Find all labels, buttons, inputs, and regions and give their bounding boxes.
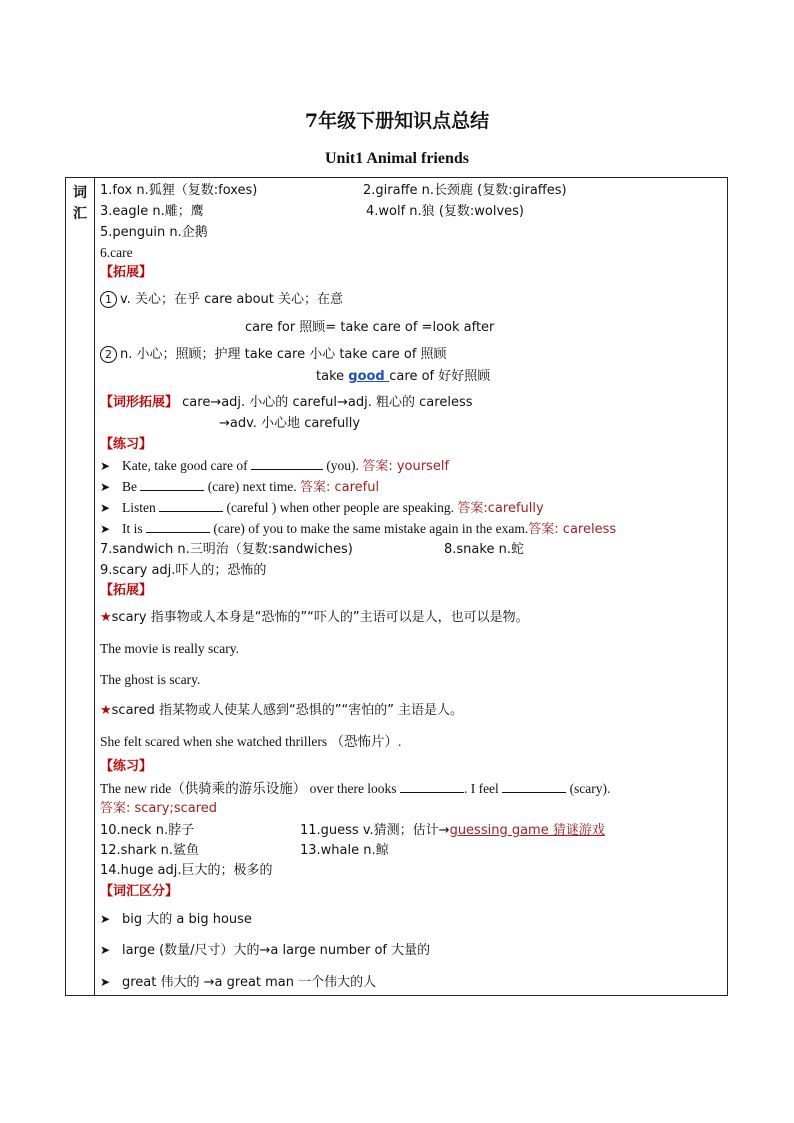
vocab-item-wolf: 4.wolf n.狼 (复数:wolves) [366,204,524,219]
label-char-2: 汇 [73,206,87,222]
vocab-item-sandwich: 7.sandwich n.三明治（复数:sandwiches) [100,542,353,557]
vocab-item-penguin: 5.penguin n.企鹅 [100,225,208,240]
vocab-item-fox: 1.fox n.狐狸（复数:foxes) [100,183,258,198]
vocab-item-snake: 8.snake n.蛇 [444,542,524,557]
vocab-item-neck: 10.neck n.脖子 [100,823,195,838]
highlight-good: good [348,369,390,384]
answer-text: 答案: yourself [362,459,450,474]
exercise-item-1: ➤ Kate, take good care of (you). 答案: yourself [100,458,450,474]
carefully-form: →adv. 小心地 carefully [219,416,361,431]
page-title: 7年级下册知识点总结 [304,110,490,132]
vocab-item-care: 6.care [100,245,133,260]
vocab-item-eagle: 3.eagle n.雕；鹰 [100,204,204,219]
answer-blank [140,478,204,491]
arrowhead-bullet-icon: ➤ [100,480,111,494]
distinction-great: ➤ great 伟大的 →a great man 一个伟大的人 [100,975,377,990]
answer-blank [400,780,464,793]
vocab-item-giraffe: 2.giraffe n.长颈鹿 (复数:giraffes) [363,183,567,198]
unit-subtitle: Unit1 Animal friends [324,150,469,167]
vocab-item-shark: 12.shark n.鲨鱼 [100,843,200,858]
vocab-item-whale: 13.whale n.鲸 [300,843,389,858]
take-good-care-phrase: take good care of 好好照顾 [316,369,491,384]
answer-text: 答案: careless [528,522,617,537]
vocab-table [65,177,728,996]
arrowhead-bullet-icon: ➤ [100,943,111,957]
scary-exercise: The new ride（供骑乘的游乐设施） over there looks . I feel (scary). [100,781,611,796]
vocab-item-huge: 14.huge adj.巨大的；极多的 [100,863,273,878]
arrowhead-bullet-icon: ➤ [100,459,111,473]
scary-usage-note: ★scary 指事物或人本身是“恐怖的”“吓人的”主语可以是人，也可以是物。 [100,610,529,625]
scary-example-2: The ghost is scary. [100,672,201,687]
guessing-game-phrase: guessing game 猜谜游戏 [449,823,605,838]
care-for-phrase: care for 照顾= take care of =look after [245,320,495,335]
arrowhead-bullet-icon: ➤ [100,501,111,515]
red-star-icon: ★ [100,703,112,718]
vocab-item-guess: 11.guess v.猜测；估计→guessing game 猜谜游戏 [300,823,605,838]
section-heading-exercise: 【练习】 [100,437,153,452]
answer-blank [159,499,223,512]
scary-exercise-answer: 答案: scary;scared [100,801,218,816]
care-meaning-verb: 1 v. 关心；在乎 care about 关心；在意 [100,291,343,309]
answer-blank [146,520,210,533]
answer-text: 答案:carefully [457,501,544,516]
answer-blank [502,780,566,793]
circled-number-2-icon: 2 [100,346,117,363]
arrowhead-bullet-icon: ➤ [100,975,111,989]
circled-number-1-icon: 1 [100,291,117,308]
section-heading-exercise: 【练习】 [100,759,153,774]
vocab-label-cell [66,178,95,995]
vocab-content [100,178,721,995]
section-heading-vocab-distinction: 【词汇区分】 [100,884,179,899]
distinction-large: ➤ large (数量/尺寸）大的→a large number of 大量的 [100,943,431,958]
care-meaning-noun: 2 n. 小心；照顾；护理 take care 小心 take care of 照顾 [100,346,447,364]
answer-text: 答案: careful [299,480,380,495]
label-char-1: 词 [73,185,87,201]
section-heading-extension: 【拓展】 [100,265,153,280]
arrowhead-bullet-icon: ➤ [100,522,111,536]
red-star-icon: ★ [100,610,112,625]
section-heading-extension: 【拓展】 [100,583,153,598]
scared-usage-note: ★scared 指某物或人使某人感到“恐惧的”“害怕的” 主语是人。 [100,703,464,718]
scared-example: She felt scared when she watched thrillers （恐怖片）. [100,734,402,749]
exercise-item-4: ➤ It is (care) of you to make the same mistake again in the exam.答案: careless [100,521,617,537]
distinction-big: ➤ big 大的 a big house [100,912,252,927]
word-form-extension: 【词形拓展】 care→adj. 小心的 careful→adj. 粗心的 careless [100,395,473,410]
arrowhead-bullet-icon: ➤ [100,912,111,926]
scary-example-1: The movie is really scary. [100,641,239,656]
answer-blank [251,457,323,470]
vocab-item-scary: 9.scary adj.吓人的；恐怖的 [100,563,267,578]
exercise-item-2: ➤ Be (care) next time. 答案: careful [100,479,380,495]
exercise-item-3: ➤ Listen (careful ) when other people are speaking. 答案:carefully [100,500,544,516]
